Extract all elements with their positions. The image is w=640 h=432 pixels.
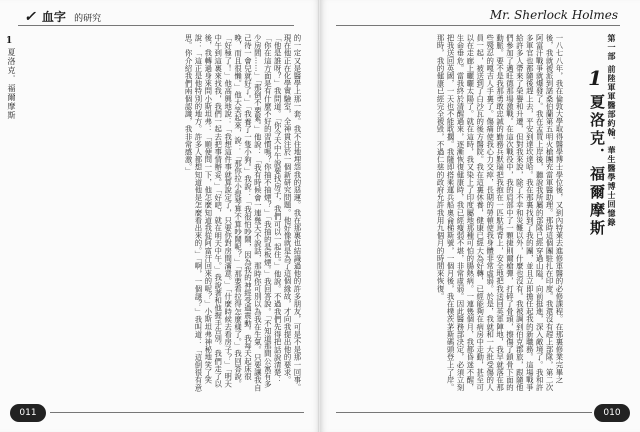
header-divider — [336, 25, 620, 26]
right-page — [320, 0, 640, 432]
checkmark-icon: ✓ — [24, 9, 36, 25]
book-title: 血字 — [41, 10, 66, 24]
footer-divider — [336, 412, 592, 413]
footer-divider — [50, 412, 304, 413]
header-divider — [18, 25, 294, 26]
left-running-header — [24, 8, 101, 25]
left-body-text: 的一定又是醫學上那一套。我不住地埋怨我的惡運。我在那裏也結識過他的許多朋友，可是不是那一回事。現在他正在化學實驗室，全神貫注於一個新研究問題。他好像就是為了這個緣故，才向我提出他的要求。「他是誰呀？」我問道。「你今天中午說要找房子，我們可以一起住。」他說。不過我們先得把話說清楚：「你在這方面是有什麼不好的習慣嗎？你抽不抽煙？」「我抽的是板煙。」我回答說。「不知道那間公寓有多少房間……」「那倒不要緊。」他說：「我有時候會一連幾天不說話，那時你可別以為我在生氣。只要讓我自己待一會兒就好了。」「我養了一隻小狗。」我說：「我很怕吵鬧，因為我的神經受過震動。我每天起床很晚，而且很懶。」他大笑起來，說：「那你拉小提琴算不算吵鬧呢？」「那要看拉得怎麼樣了。」我回答說。「好極了！」他高興地說：「我想這件事就算說定了，只要你對房間滿意。」「什麼時候去看房子？」「明天中午到這裏來找我，我們一起去把事情辦妥。」「好吧，就在明天中午。」我說著和他握手告別。我們走了以後，我轉過身來問小斯坦弗：「順便問一下，他怎麼知道我從阿富汗回來的呢？」小斯坦弗神秘地笑了笑說：「這正是他特別的地方。許多人都想知道他是怎麼看出來的。」「啊，一個謎？」我叫道：「這倒很有意思。你介紹我們兩個認識，我非常感激。」 — [184, 34, 302, 392]
chapter-number: 1 — [588, 66, 602, 90]
book-title-suffix: 的研究 — [74, 14, 102, 24]
right-running-header: Mr. Sherlock Holmes — [489, 8, 618, 22]
side-chapter-number: 1 — [6, 36, 13, 46]
part-subtitle: 第一部 前陸軍軍醫部約翰．華生醫學博士回憶錄 — [607, 34, 617, 227]
side-chapter-label: 夏洛克．福爾摩斯 — [7, 48, 16, 120]
chapter-title: 夏洛克．福爾摩斯 — [588, 94, 606, 238]
right-body-text: 一八七八年，我在倫敦大學取得醫學博士學位後，又到內特萊去進修軍醫的必修課程。在那裏修業完畢之後，我就被派到諾桑伯蘭第五明火槍團充當軍醫助理。那時這個團駐扎在印度。我還沒有趕上部隊，第二次阿富汗戰爭就爆發了。我在孟買上岸後，聽說我所屬的部隊已經穿過山隘，向前挺進，深入敵境了。我和許多軍官也都隨後趕上去，平安到達坎達哈。我在那裏找到了我的團，並且立即擔任起我的新職務。這場戰爭給許多人帶來了榮譽和升遷，但對我來說，除了不幸和災難以外，什麼也沒有。我被調到伯克郡旅，跟隨他們參加了邁旺德那場激戰。在這次戰役中，我的肩部中了一顆捷則爾槍彈，打碎了骨頭，擦傷了鎖骨下面的動脈。要不是我那勇敢忠誠的勤務兵默瑞把我抱在一匹馱馬背上，安全地把我送回英軍陣地，我早就落在那些殘忍的嘎吉人手裏了。傷痛使我心力交瘁，長期的勞頓使我身體非常虛弱。於是，我就和一大批受傷的人員一起，被送到了白沙瓦的後方醫院。我在這裏休養，健康已經大為好轉，已經能夠在病房中走動，甚至可以在走廊上曬曬太陽了。就在這時，我又染上了印度屬地那種可怕的腸熱病。一連幾個月，我都昏迷不醒，生命垂危。當我終於清醒過來，逐漸恢復健康時，我已經瘦弱不堪，非常虛弱。因此醫務部決定，必須立刻把我送回英國，一天也不能耽擱。我隨即搭乘運兵船奧侖梯斯號，一個月後，我在樸茨茅斯碼頭登上了岸。那時，我的健康已經完全被毀，不過仁慈的政府允許我用九個月的時間來恢復。 — [436, 34, 564, 392]
page-number-left: 011 — [10, 404, 46, 422]
page-number-right: 010 — [594, 404, 630, 422]
